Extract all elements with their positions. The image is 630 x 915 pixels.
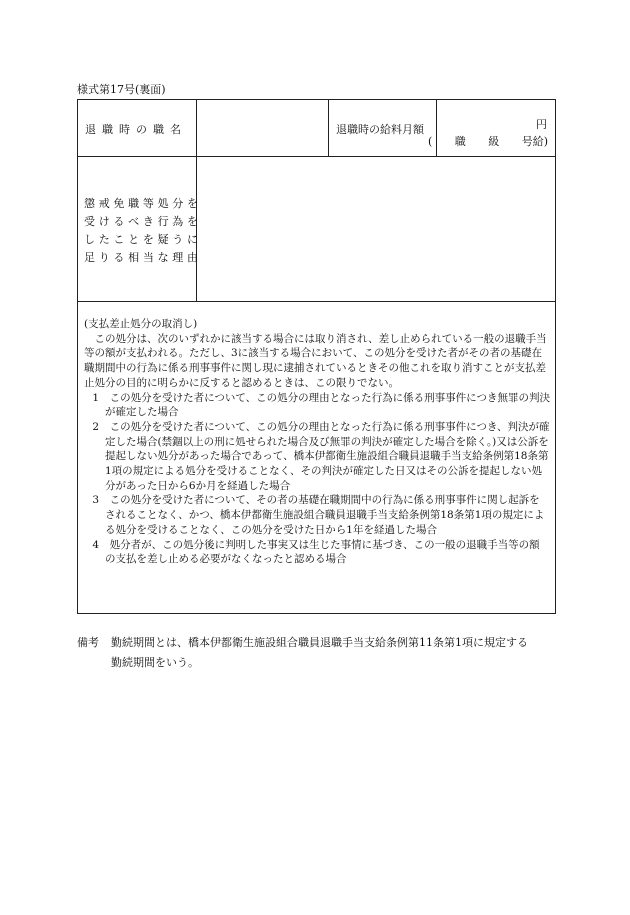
form-table [77, 99, 556, 614]
reason-label-line: したことを疑うに [84, 233, 198, 246]
rescission-heading: (支払差止処分の取消し) [84, 318, 198, 330]
reason-label-line: 受けるべき行為を [84, 215, 198, 228]
rescission-item: 4 処分者が、この処分後に判明した事実又は生じた事情に基づき、この一般の退職手当等の額の支払を差し止める必要がなくなったと認める場合 [92, 538, 540, 566]
grade-open: ( [428, 135, 433, 148]
remarks [77, 633, 557, 673]
grade-shoku: 職 [454, 135, 466, 148]
rescission-intro: この処分は、次のいずれかに該当する場合には取り消され、差し止められている一般の退職手当等の額が支払われる。ただし、3に該当する場合において、この処分を受けた者がその者の基礎在職期間中の行為に係る刑事事件に関し現に逮捕されているときその他これを取り消すことが支払差止処分の目的に明らかに反すると認めるときは、この限りでない。 [84, 332, 547, 389]
salary-unit: 円 [536, 118, 547, 131]
reason-value-field[interactable] [200, 160, 550, 298]
row-divider [78, 301, 555, 302]
rescission-section [84, 317, 550, 567]
reason-label-line: 足りる相当な理由 [84, 251, 198, 264]
post-label: 退職時の職名 [85, 123, 187, 136]
remarks-line: 勤続期間とは、橋本伊都衛生施設組合職員退職手当支給条例第11条第1項に規定する [111, 636, 528, 649]
salary-label: 退職時の給料月額 [336, 123, 424, 136]
row-divider [78, 156, 555, 157]
grade-line [428, 135, 548, 149]
rescission-item: 1 この処分を受けた者について、この処分の理由となった行為に係る刑事事件につき無罪の判決が確定した場合 [92, 391, 550, 419]
rescission-item: 2 この処分を受けた者について、この処分の理由となった行為に係る刑事事件につき、判決が確定した場合(禁錮以上の刑に処せられた場合及び無罪の判決が確定した場合を除く。)又は公訴を提起しない処分があった場合であって、橋本伊都衛生施設組合職員退職手当支給条例第18条第1項の規定による処分を受けることなく、その判決が確定した日又はその公訴を提起しない処分があった日から6か月を経過した場合 [92, 420, 550, 492]
form-number: 様式第17号(裏面) [77, 83, 166, 96]
column-divider [328, 100, 329, 156]
grade-kyu: 級 [488, 135, 500, 148]
reason-label-line: 懲戒免職等処分を [84, 197, 198, 210]
remarks-label: 備考 [77, 636, 99, 649]
remarks-line: 勤続期間をいう。 [111, 656, 199, 669]
grade-gokyu: 号給) [521, 135, 548, 148]
reason-label [84, 195, 198, 267]
post-value-field[interactable] [200, 103, 324, 153]
rescission-item: 3 この処分を受けた者について、その者の基礎在職期間中の行為に係る刑事事件に関し起訴をされることなく、かつ、橋本伊都衛生施設組合職員退職手当支給条例第18条第1項の規定による処分を受けることなく、この処分を受けた日から1年を経過した場合 [92, 494, 545, 536]
